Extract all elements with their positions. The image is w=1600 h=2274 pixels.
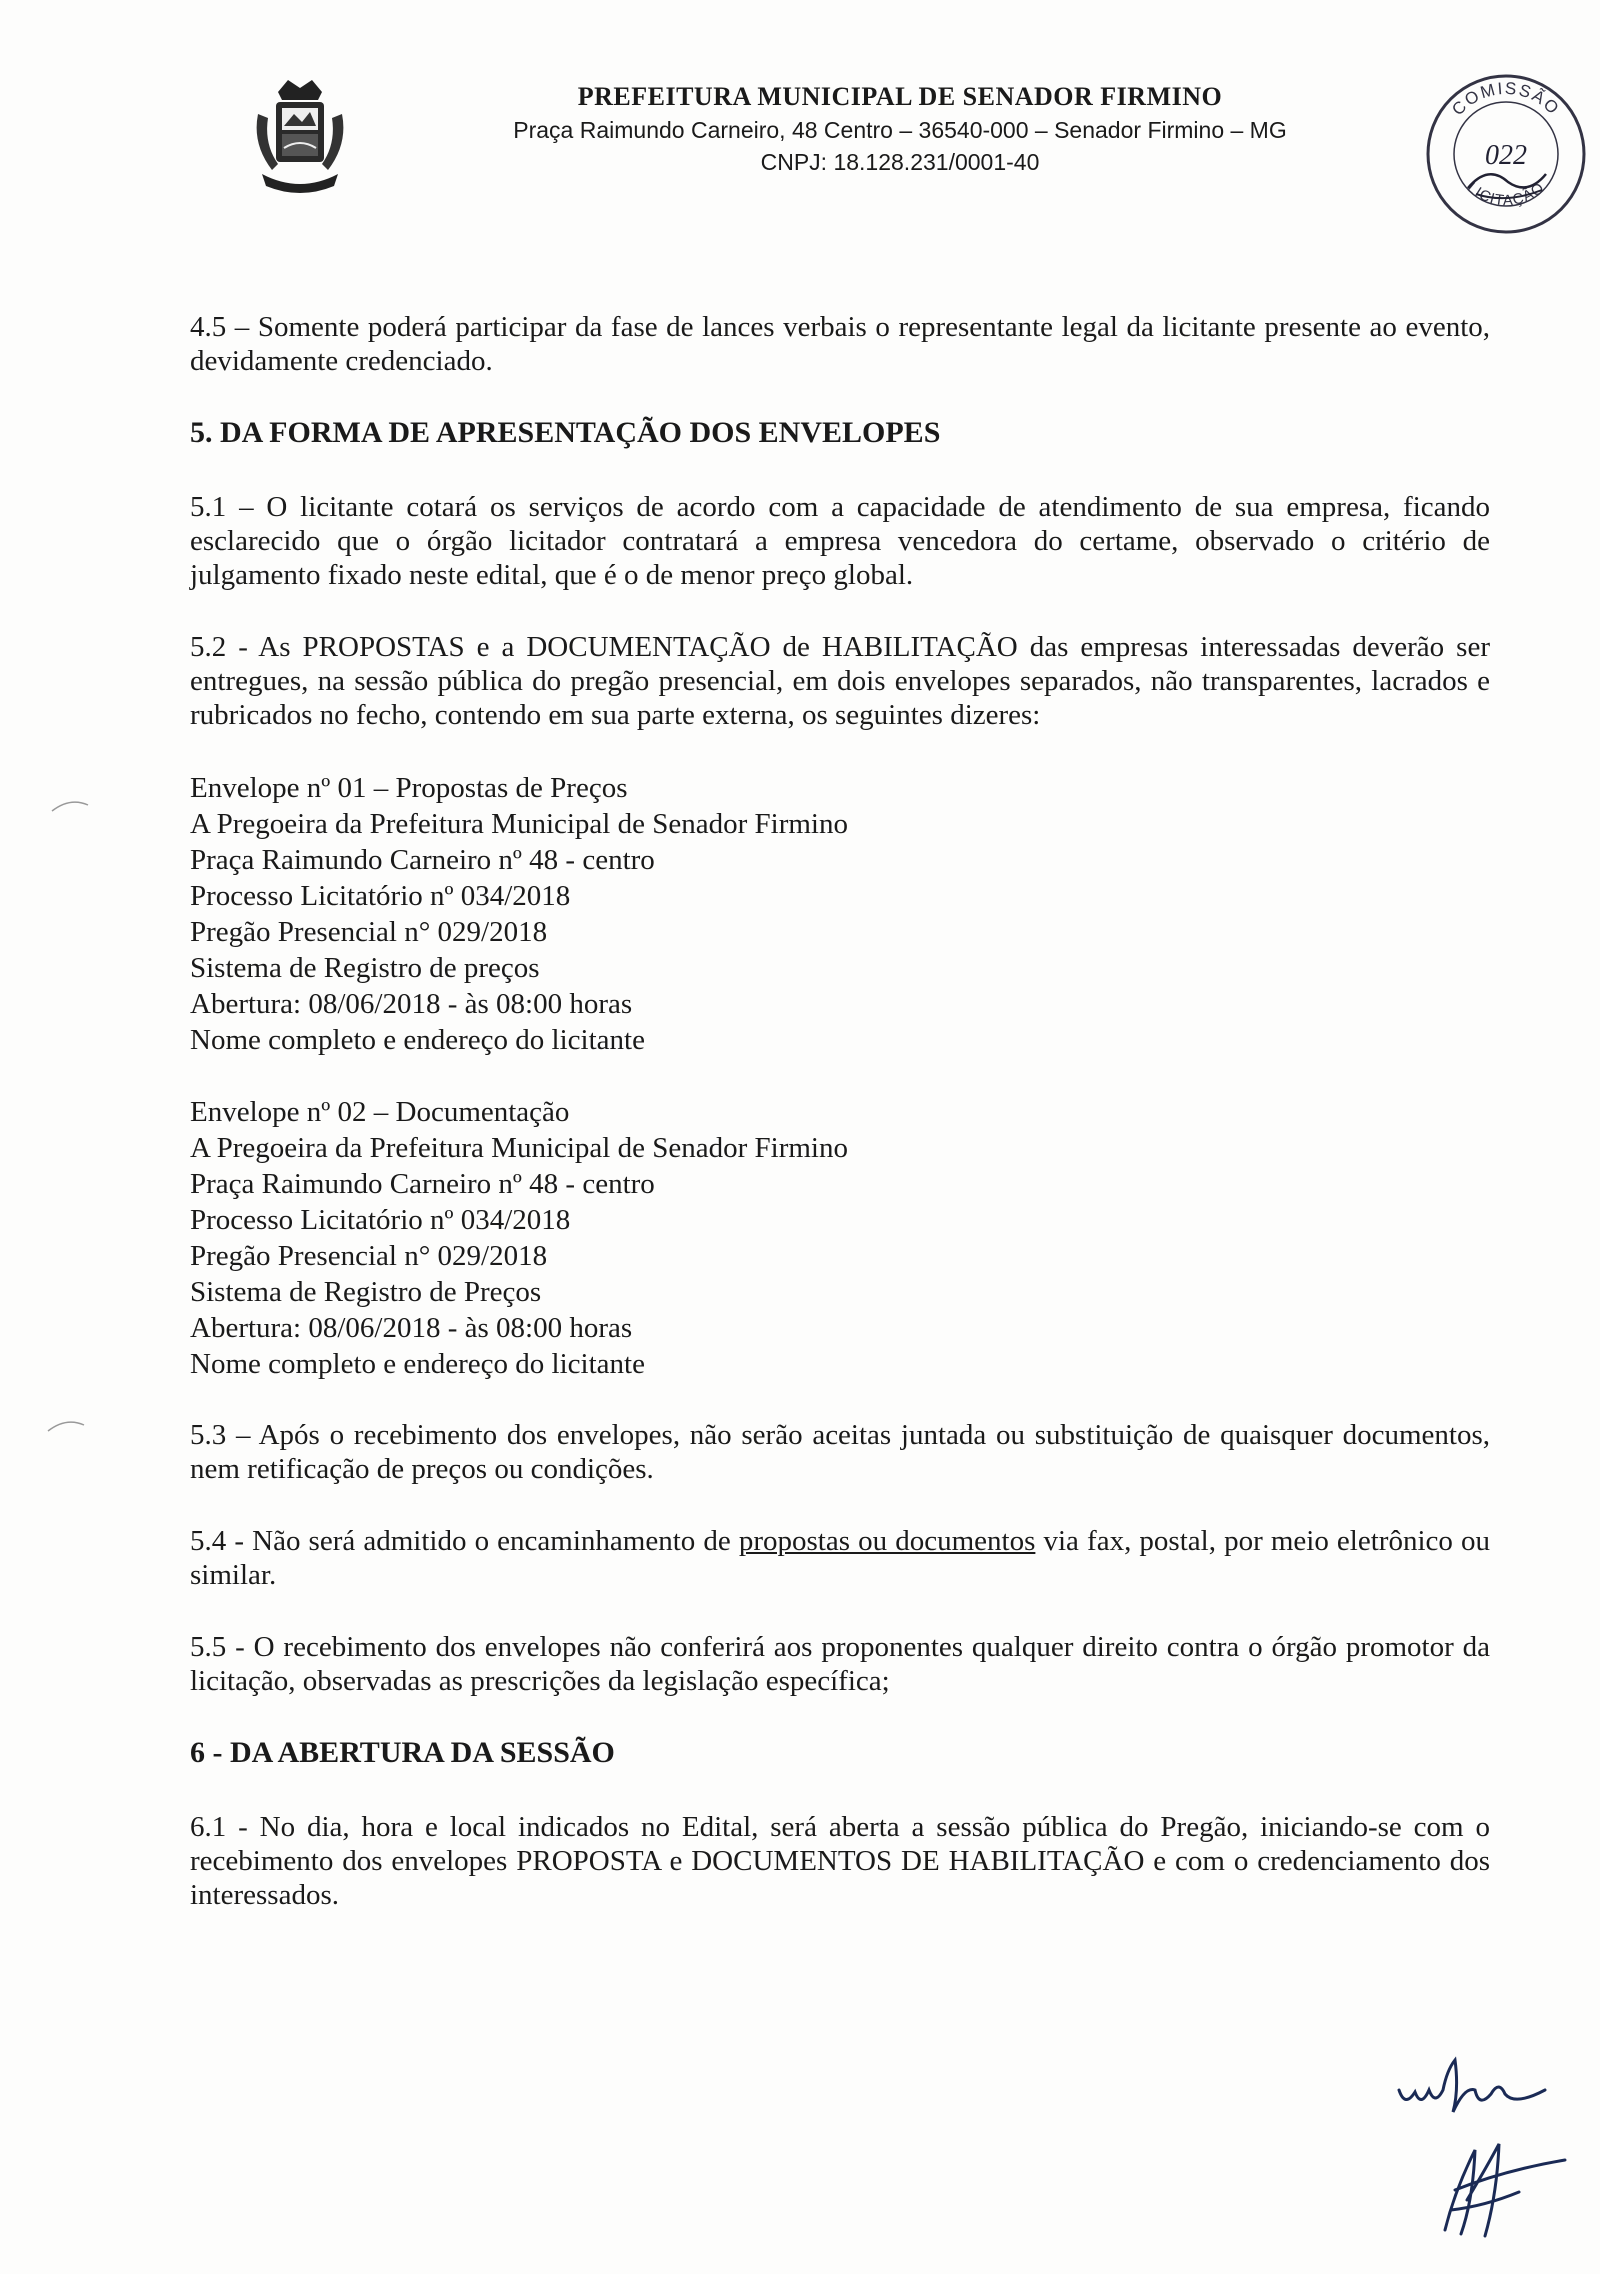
envelope-2-line: Processo Licitatório nº 034/2018 [190,1204,571,1236]
envelope-2-line: Sistema de Registro de Preços [190,1276,542,1308]
stamp-top-text: COMISSÃO [1448,78,1564,120]
paragraph-5-3: 5.3 – Após o recebimento dos envelopes, não serão aceitas juntada ou substituição de quaisquer documentos, nem retificação de preços ou condições. [190,1419,1490,1485]
section-6-heading: 6 - DA ABERTURA DA SESSÃO [190,1736,615,1769]
municipality-cnpj: CNPJ: 18.128.231/0001-40 [760,149,1040,175]
paragraph-5-5: 5.5 - O recebimento dos envelopes não conferirá aos proponentes qualquer direito contra o órgão promotor da licitação, observadas as prescrições da legislação específica; [190,1631,1490,1697]
handwritten-rubric-signature [1415,2130,1575,2240]
margin-mark [46,1415,86,1435]
envelope-2-block [190,1094,1490,1382]
envelope-2-line: Envelope nº 02 – Documentação [190,1096,570,1128]
letterhead-text [400,80,1400,178]
envelope-2-line: A Pregoeira da Prefeitura Municipal de Senador Firmino [190,1132,848,1164]
svg-text:COMISSÃO [1448,79,1564,119]
envelope-1-line: Abertura: 08/06/2018 - às 08:00 horas [190,988,633,1020]
envelope-1-line: Praça Raimundo Carneiro nº 48 - centro [190,844,655,876]
envelope-1-line: A Pregoeira da Prefeitura Municipal de Senador Firmino [190,808,848,840]
envelope-2-line: Abertura: 08/06/2018 - às 08:00 horas [190,1312,633,1344]
paragraph-5-4-underlined: propostas ou documentos [738,1525,1036,1557]
stamp-bottom-text: LICITAÇÃO [1463,179,1549,210]
section-5-heading: 5. DA FORMA DE APRESENTAÇÃO DOS ENVELOPES [190,416,941,449]
paragraph-6-1: 6.1 - No dia, hora e local indicados no Edital, será aberta a sessão pública do Pregão, iniciando-se com o recebimento dos envelopes PROPOSTA e DOCUMENTOS DE HABILITAÇÃO e com o credenciamento dos interessados. [190,1811,1490,1911]
municipality-title: PREFEITURA MUNICIPAL DE SENADOR FIRMINO [577,82,1223,111]
margin-mark [50,795,90,815]
paragraph-5-4-start: 5.4 - Não será admitido o encaminhamento de [190,1525,739,1557]
paragraph-5-4-end: via fax, postal, por meio eletrônico ou similar. [190,1525,1490,1591]
paragraph-4-5: 4.5 – Somente poderá participar da fase de lances verbais o representante legal da licitante presente ao evento, devidamente credenciado. [190,311,1490,377]
envelope-1-block [190,770,1490,1058]
paragraph-5-2: 5.2 - As PROPOSTAS e a DOCUMENTAÇÃO de HABILITAÇÃO das empresas interessadas deverão ser entregues, na sessão pública do pregão presencial, em dois envelopes separados, não transparentes, lacrados e rubricados no fecho, contendo em sua parte externa, os seguintes dizeres: [190,631,1490,731]
envelope-1-line: Envelope nº 01 – Propostas de Preços [190,772,628,804]
municipality-address: Praça Raimundo Carneiro, 48 Centro – 36540-000 – Senador Firmino – MG [513,117,1287,143]
envelope-1-line: Nome completo e endereço do licitante [190,1024,645,1056]
stamp-number: 022 [1485,140,1527,171]
envelope-1-line: Sistema de Registro de preços [190,952,540,984]
document-body [190,310,1490,1950]
envelope-2-line: Praça Raimundo Carneiro nº 48 - centro [190,1168,655,1200]
envelope-1-line: Processo Licitatório nº 034/2018 [190,880,571,912]
commission-stamp [1418,64,1594,240]
coat-of-arms-icon [248,74,352,202]
paragraph-5-1: 5.1 – O licitante cotará os serviços de acordo com a capacidade de atendimento de sua empresa, ficando esclarecido que o órgão licitador contratará a empresa vencedora do certame, observado o critério de julgamento fixado neste edital, que é o de menor preço global. [190,491,1490,591]
envelope-1-line: Pregão Presencial n° 029/2018 [190,916,548,948]
envelope-2-line: Nome completo e endereço do licitante [190,1348,645,1380]
envelope-2-line: Pregão Presencial n° 029/2018 [190,1240,548,1272]
letterhead [0,40,1600,210]
handwritten-initials-signature [1395,2050,1555,2130]
paragraph-5-4 [190,1524,1490,1592]
